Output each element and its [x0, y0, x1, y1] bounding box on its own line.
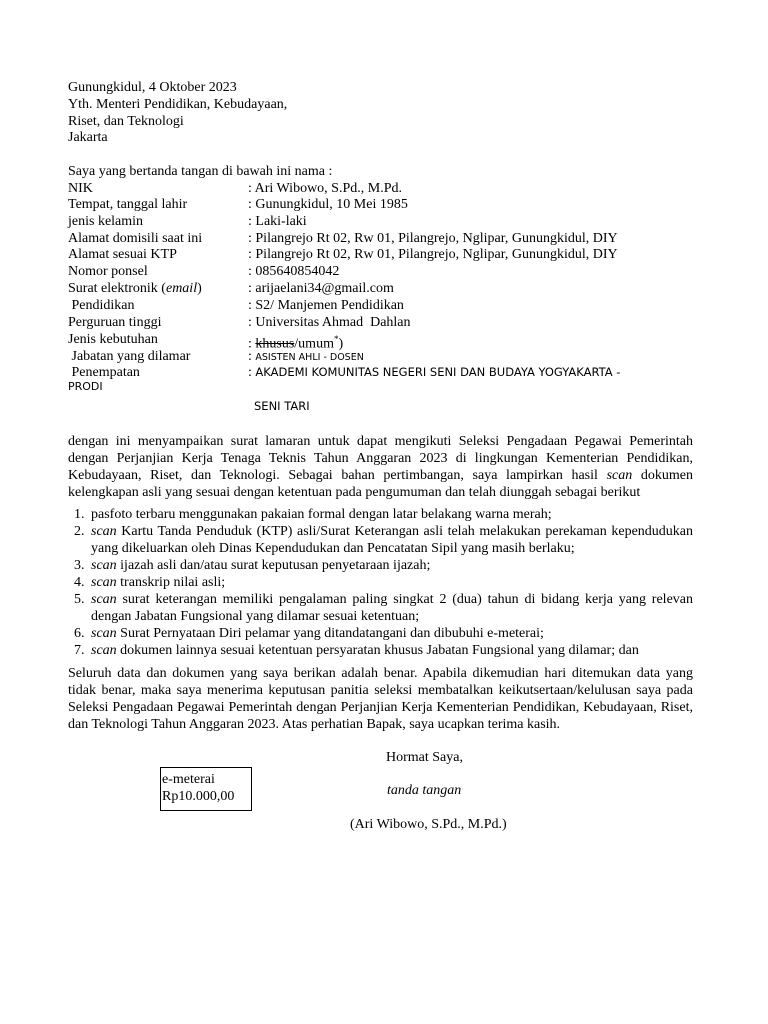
list-item — [68, 557, 693, 574]
field-value-gender: : Laki-laki — [248, 214, 307, 229]
field-label-phone: Nomor ponsel — [68, 264, 148, 279]
signatory-name: (Ari Wibowo, S.Pd., M.Pd.) — [350, 817, 507, 832]
list-item — [68, 506, 693, 523]
list-item-text: surat keterangan memiliki pengalaman paling singkat 2 (dua) tahun di bidang kerja yang relevan dengan Jabatan Fungsional yang dilamar sesuai ketentuan; — [91, 592, 693, 624]
list-number: 6. — [74, 626, 85, 641]
list-number: 3. — [74, 558, 85, 573]
field-value-nik: : Ari Wibowo, S.Pd., M.Pd. — [248, 181, 402, 196]
stamp-line-1: e-meterai — [162, 772, 215, 787]
position-value: ASISTEN AHLI - DOSEN — [255, 352, 364, 363]
field-label-need-type: Jenis kebutuhan — [68, 332, 158, 347]
list-number: 4. — [74, 575, 85, 590]
field-label-position: Jabatan yang dilamar — [68, 349, 191, 364]
e-meterai-box — [160, 767, 252, 811]
list-number: 7. — [74, 643, 85, 658]
list-item-text: transkrip nilai asli; — [116, 575, 226, 590]
list-item-text: ijazah asli dan/atau surat keputusan penyetaraan ijazah; — [116, 558, 431, 573]
list-item-text: pasfoto terbaru menggunakan pakaian formal dengan latar belakang warna merah; — [91, 507, 552, 522]
addressee-line-1: Yth. Menteri Pendidikan, Kebudayaan, — [68, 97, 288, 112]
list-item-em: scan — [91, 575, 117, 590]
field-value-placement — [248, 364, 620, 381]
addressee-city: Jakarta — [68, 130, 108, 145]
list-item-em: scan — [91, 643, 117, 658]
need-type-prefix: : — [248, 336, 256, 352]
list-item-text: Kartu Tanda Penduduk (KTP) asli/Surat Keterangan asli telah melakukan perekaman kependudukan yang dikeluarkan oleh Dinas Kependudukan dan Pencatatan Sipil yang masih berlaku; — [91, 524, 693, 556]
addressee-line-2: Riset, dan Teknologi — [68, 114, 184, 129]
need-type-end: ) — [338, 336, 344, 352]
intro-line: Saya yang bertanda tangan di bawah ini nama : — [68, 164, 333, 179]
list-item-em: scan — [91, 524, 117, 539]
field-value-education: : S2/ Manjemen Pendidikan — [248, 298, 404, 313]
field-value-ktp-address: : Pilangrejo Rt 02, Rw 01, Pilangrejo, Nglipar, Gunungkidul, DIY — [248, 247, 618, 262]
field-label-placement: Penempatan — [68, 365, 140, 380]
document-list — [68, 506, 693, 659]
list-item-em: scan — [91, 558, 117, 573]
placement-prefix: : — [248, 365, 256, 380]
list-item — [68, 642, 693, 659]
placement-value: AKADEMI KOMUNITAS NEGERI SENI DAN BUDAYA YOGYAKARTA - — [255, 365, 621, 379]
need-type-struck: khusus — [255, 336, 295, 352]
field-value-email: : arijaelani34@gmail.com — [248, 281, 394, 296]
field-label-birth: Tempat, tanggal lahir — [68, 197, 188, 212]
list-item-text: dokumen lainnya sesuai ketentuan persyaratan khusus Jabatan Fungsional yang dilamar; dan — [116, 643, 639, 658]
field-label-university: Perguruan tinggi — [68, 315, 162, 330]
list-item — [68, 574, 693, 591]
body-intro-pre: dengan ini menyampaikan surat lamaran untuk dapat mengikuti Seleksi Pengadaan Pegawai Pemerintah dengan Perjanjian Kerja Tenaga Teknis Tahun Anggaran 2023 di lingkungan Kementerian Pendidikan, Kebudayaan, Riset, dan Teknologi. Sebagai bahan pertimbangan, saya lampirkan hasil — [68, 434, 693, 483]
list-item — [68, 625, 693, 642]
placement-wrap-2: SENI TARI — [254, 399, 310, 413]
field-label-gender: jenis kelamin — [68, 214, 144, 229]
body-intro-em: scan — [606, 468, 633, 483]
email-label-pre: Surat elektronik ( — [68, 281, 166, 296]
list-number: 5. — [74, 592, 85, 607]
field-value-domicile: : Pilangrejo Rt 02, Rw 01, Pilangrejo, Nglipar, Gunungkidul, DIY — [248, 231, 618, 246]
signature-placeholder: tanda tangan — [387, 783, 462, 798]
regards: Hormat Saya, — [386, 750, 463, 765]
field-label-nik: NIK — [68, 181, 93, 196]
placement-wrap-1: PRODI — [68, 380, 103, 393]
list-item — [68, 523, 693, 557]
closing-paragraph: Seluruh data dan dokumen yang saya berikan adalah benar. Apabila dikemudian hari ditemukan data yang tidak benar, maka saya menerima keputusan panitia seleksi membatalkan keikutsertaan/kelulusan saya pada Seleksi Pengadaan Pegawai Pemerintah dengan Perjanjian Kerja Kementerian Pendidikan, Kebudayaan, Riset, dan Teknologi Tahun Anggaran 2023. Atas perhatian Bapak, saya ucapkan terima kasih. — [68, 666, 693, 732]
list-item-em: scan — [91, 626, 117, 641]
field-label-email — [68, 280, 202, 297]
list-item-em: scan — [91, 592, 117, 607]
field-value-university: : Universitas Ahmad Dahlan — [248, 315, 411, 330]
field-label-domicile: Alamat domisili saat ini — [68, 231, 203, 246]
position-prefix: : — [248, 349, 256, 364]
email-label-em: email — [165, 281, 198, 296]
body-intro-paragraph — [68, 433, 693, 501]
list-item-text: Surat Pernyataan Diri pelamar yang ditandatangani dan dibubuhi e-meterai; — [116, 626, 544, 641]
email-label-post: ) — [197, 281, 202, 296]
list-item — [68, 591, 693, 625]
list-number: 1. — [74, 507, 85, 522]
list-number: 2. — [74, 524, 85, 539]
field-label-education: Pendidikan — [68, 298, 135, 313]
stamp-line-2: Rp10.000,00 — [162, 789, 235, 804]
body-intro-post: dokumen kelengkapan asli yang sesuai dengan ketentuan pada pengumuman dan telah diunggah sebagai berikut — [68, 468, 693, 500]
field-value-birth: : Gunungkidul, 10 Mei 1985 — [248, 197, 408, 212]
field-label-ktp-address: Alamat sesuai KTP — [68, 247, 177, 262]
need-type-rest: /umum — [294, 336, 334, 352]
need-type-sup: * — [333, 334, 339, 344]
field-value-phone: : 085640854042 — [248, 264, 340, 279]
place-date: Gunungkidul, 4 Oktober 2023 — [68, 80, 237, 95]
